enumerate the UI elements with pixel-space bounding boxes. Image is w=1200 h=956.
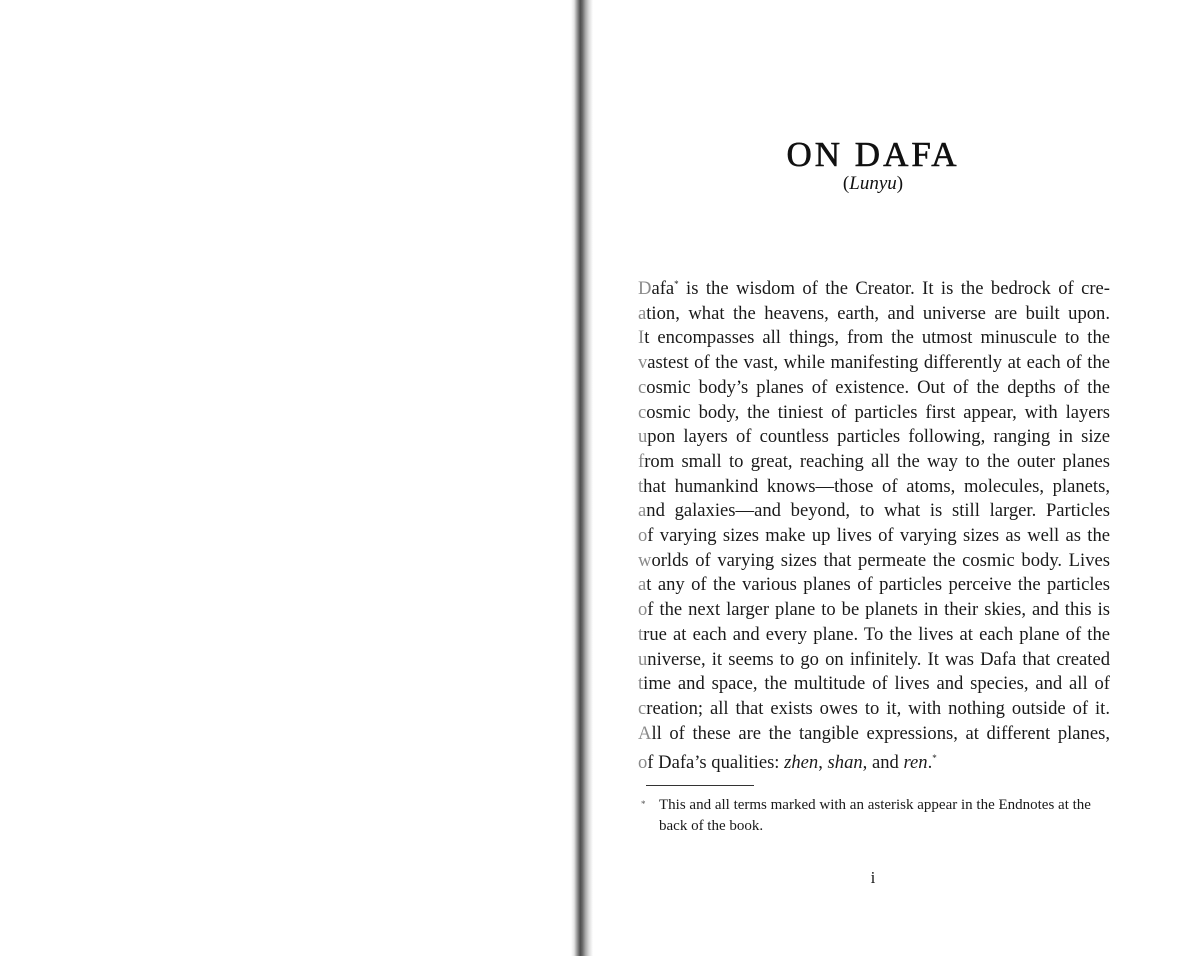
subtitle-text: Lunyu bbox=[849, 173, 897, 194]
body-line: that humankind knows—those of atoms, molecules, planets, bbox=[638, 475, 1110, 497]
footnote-text: This and all terms marked with an asterisk appear in the Endnotes at the back of the book. bbox=[659, 797, 1091, 834]
footnote bbox=[641, 795, 1111, 836]
body-line: All of these are the tangible expressions, at different planes, bbox=[638, 722, 1110, 744]
term-ren: ren bbox=[903, 752, 928, 774]
body-line bbox=[638, 272, 1110, 302]
page-title: ON DAFA bbox=[786, 135, 960, 174]
term-zhen: zhen bbox=[784, 752, 819, 774]
left-page-blank bbox=[0, 0, 576, 956]
body-line: of varying sizes make up lives of varying sizes as well as the bbox=[638, 525, 1110, 547]
book-gutter-shadow bbox=[571, 0, 593, 956]
body-line-text: of Dafa’s qualities: bbox=[638, 752, 785, 774]
body-line: worlds of varying sizes that permeate the cosmic body. Lives bbox=[638, 549, 1110, 571]
body-line: cosmic body’s planes of existence. Out of the depths of the bbox=[638, 376, 1110, 398]
body-line-last bbox=[638, 746, 1110, 776]
body-line-text: is the wisdom of the Creator. It is the bedrock of cre- bbox=[678, 278, 1110, 299]
body-word-dafa: Dafa bbox=[638, 278, 675, 299]
page-number: i bbox=[870, 868, 876, 887]
body-line: true at each and every plane. To the lives at each plane of the bbox=[638, 623, 1110, 645]
body-line: It encompasses all things, from the utmost minuscule to the bbox=[638, 327, 1110, 349]
separator: , and bbox=[862, 752, 904, 774]
footnote-rule bbox=[646, 785, 754, 786]
subtitle-open-paren: ( bbox=[842, 173, 850, 194]
period: . bbox=[927, 752, 933, 774]
asterisk-marker: * bbox=[932, 753, 937, 764]
body-line: upon layers of countless particles following, ranging in size bbox=[638, 426, 1110, 448]
body-line: cosmic body, the tiniest of particles first appear, with layers bbox=[638, 401, 1110, 423]
term-shan: shan bbox=[827, 752, 863, 774]
body-line: creation; all that exists owes to it, with nothing outside of it. bbox=[638, 697, 1110, 719]
body-text bbox=[638, 272, 1110, 776]
page-subtitle bbox=[593, 173, 1153, 195]
right-page bbox=[593, 0, 1200, 956]
body-line: and galaxies—and beyond, to what is still larger. Particles bbox=[638, 500, 1110, 522]
subtitle-close-paren: ) bbox=[896, 173, 904, 194]
body-line: time and space, the multitude of lives and species, and all of bbox=[638, 673, 1110, 695]
asterisk-marker: * bbox=[674, 279, 679, 289]
body-line: of the next larger plane to be planets in their skies, and this is bbox=[638, 599, 1110, 621]
footnote-marker: * bbox=[641, 799, 646, 809]
body-line: ation, what the heavens, earth, and universe are built upon. bbox=[638, 302, 1110, 324]
body-line: at any of the various planes of particles perceive the particles bbox=[638, 574, 1110, 596]
separator: , bbox=[818, 752, 828, 774]
body-line: from small to great, reaching all the way to the outer planes bbox=[638, 450, 1110, 472]
body-line: vastest of the vast, while manifesting differently at each of the bbox=[638, 352, 1110, 374]
body-line: universe, it seems to go on infinitely. It was Dafa that created bbox=[638, 648, 1110, 670]
